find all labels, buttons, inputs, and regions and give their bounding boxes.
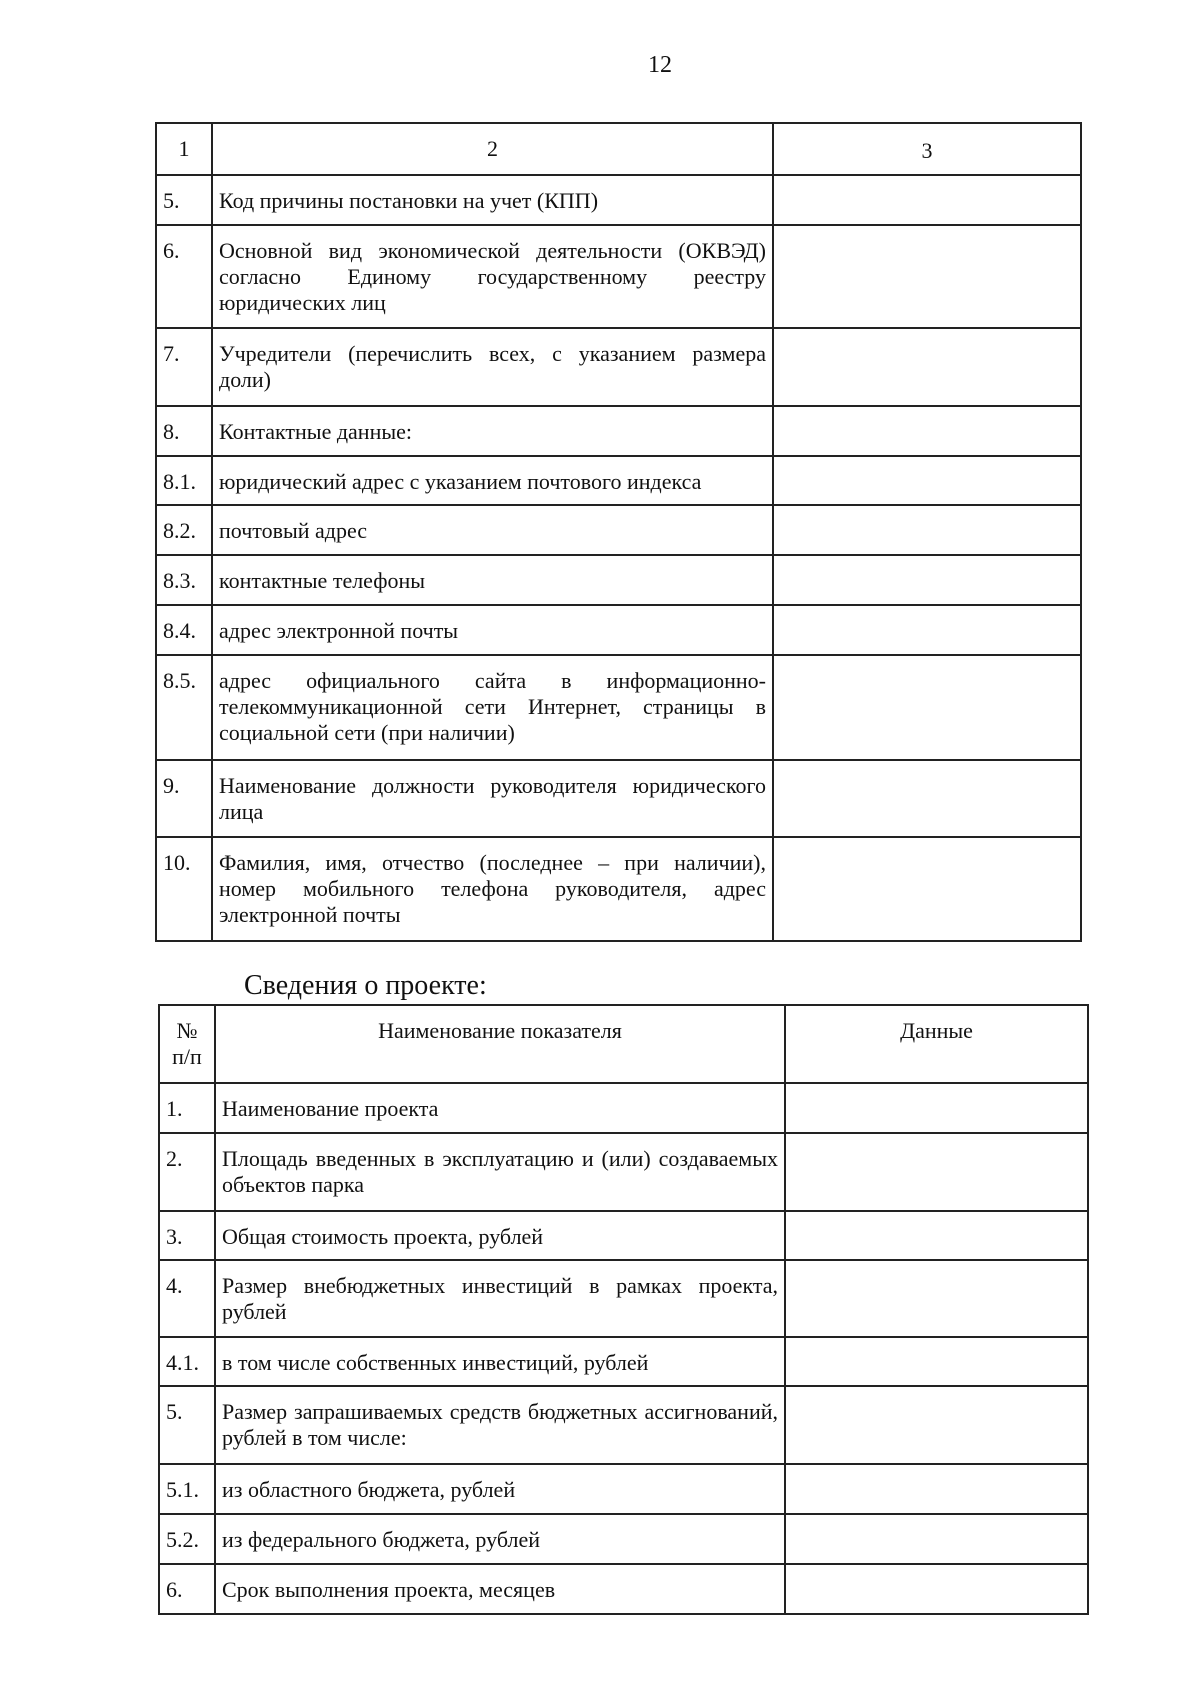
- column-header-name: Наименование показателя: [215, 1005, 785, 1083]
- number-abbr: п/п: [172, 1044, 202, 1069]
- row-number: 5.: [159, 1386, 215, 1464]
- page-number: 12: [648, 52, 672, 78]
- row-label: Размер внебюджетных инвестиций в рамках проекта, рублей: [215, 1260, 785, 1337]
- row-label: Учредители (перечислить всех, с указанием размера доли): [212, 328, 773, 406]
- row-number: 5.: [156, 175, 212, 225]
- column-header-1: 1: [156, 123, 212, 175]
- column-header-3: 3: [773, 123, 1081, 175]
- row-value-cell[interactable]: [785, 1260, 1088, 1337]
- column-header-2: 2: [212, 123, 773, 175]
- row-label: Срок выполнения проекта, месяцев: [215, 1564, 785, 1614]
- row-label: Наименование должности руководителя юридического лица: [212, 760, 773, 837]
- table-row: [159, 1514, 1088, 1564]
- row-number: 8.2.: [156, 505, 212, 555]
- row-label: Фамилия, имя, отчество (последнее – при наличии), номер мобильного телефона руководителя, адрес электронной почты: [212, 837, 773, 941]
- row-number: 8.4.: [156, 605, 212, 655]
- row-number: 6.: [159, 1564, 215, 1614]
- table-row: [159, 1260, 1088, 1337]
- column-header-number: [159, 1005, 215, 1083]
- table-row: [159, 1133, 1088, 1211]
- row-value-cell[interactable]: [773, 555, 1081, 605]
- row-value-cell[interactable]: [773, 225, 1081, 328]
- row-value-cell[interactable]: [785, 1083, 1088, 1133]
- row-value-cell[interactable]: [773, 837, 1081, 941]
- table-row: [159, 1083, 1088, 1133]
- table-header-row: [159, 1005, 1088, 1083]
- row-value-cell[interactable]: [773, 605, 1081, 655]
- row-label: Код причины постановки на учет (КПП): [212, 175, 773, 225]
- row-number: 4.: [159, 1260, 215, 1337]
- row-value-cell[interactable]: [785, 1386, 1088, 1464]
- row-value-cell[interactable]: [785, 1211, 1088, 1260]
- table-row: [156, 328, 1081, 406]
- row-label: Размер запрашиваемых средств бюджетных ассигнований, рублей в том числе:: [215, 1386, 785, 1464]
- table-row: [156, 605, 1081, 655]
- row-number: 1.: [159, 1083, 215, 1133]
- table-row: [156, 225, 1081, 328]
- row-number: 10.: [156, 837, 212, 941]
- table-row: [159, 1564, 1088, 1614]
- table-row: [156, 837, 1081, 941]
- table-row: [156, 505, 1081, 555]
- row-number: 8.1.: [156, 456, 212, 505]
- row-label: Контактные данные:: [212, 406, 773, 456]
- row-value-cell[interactable]: [773, 328, 1081, 406]
- row-number: 8.: [156, 406, 212, 456]
- row-value-cell[interactable]: [773, 505, 1081, 555]
- table-row: [156, 406, 1081, 456]
- row-label: контактные телефоны: [212, 555, 773, 605]
- row-number: 3.: [159, 1211, 215, 1260]
- row-number: 6.: [156, 225, 212, 328]
- row-value-cell[interactable]: [773, 655, 1081, 760]
- row-number: 7.: [156, 328, 212, 406]
- row-label: Общая стоимость проекта, рублей: [215, 1211, 785, 1260]
- section-title: Сведения о проекте:: [244, 970, 487, 1001]
- row-number: 2.: [159, 1133, 215, 1211]
- row-label: адрес официального сайта в информационно-телекоммуникационной сети Интернет, страницы в социальной сети (при наличии): [212, 655, 773, 760]
- row-label: почтовый адрес: [212, 505, 773, 555]
- row-value-cell[interactable]: [785, 1564, 1088, 1614]
- row-value-cell[interactable]: [785, 1514, 1088, 1564]
- row-number: 5.1.: [159, 1464, 215, 1514]
- table-row: [159, 1337, 1088, 1386]
- row-label: в том числе собственных инвестиций, рублей: [215, 1337, 785, 1386]
- row-label: Наименование проекта: [215, 1083, 785, 1133]
- organization-info-table: [155, 122, 1082, 942]
- table-row: [159, 1386, 1088, 1464]
- row-value-cell[interactable]: [785, 1133, 1088, 1211]
- row-value-cell[interactable]: [785, 1337, 1088, 1386]
- row-value-cell[interactable]: [785, 1464, 1088, 1514]
- row-label: из областного бюджета, рублей: [215, 1464, 785, 1514]
- row-label: Основной вид экономической деятельности (ОКВЭД) согласно Единому государственному реестру юридических лиц: [212, 225, 773, 328]
- table-row: [156, 555, 1081, 605]
- row-number: 5.2.: [159, 1514, 215, 1564]
- row-value-cell[interactable]: [773, 456, 1081, 505]
- row-number: 9.: [156, 760, 212, 837]
- table-header-row: [156, 123, 1081, 175]
- row-label: юридический адрес с указанием почтового индекса: [212, 456, 773, 505]
- row-label: из федерального бюджета, рублей: [215, 1514, 785, 1564]
- row-label: Площадь введенных в эксплуатацию и (или) создаваемых объектов парка: [215, 1133, 785, 1211]
- table-row: [156, 175, 1081, 225]
- column-header-data: Данные: [785, 1005, 1088, 1083]
- row-number: 8.5.: [156, 655, 212, 760]
- table-row: [159, 1211, 1088, 1260]
- table-row: [156, 655, 1081, 760]
- row-number: 8.3.: [156, 555, 212, 605]
- row-number: 4.1.: [159, 1337, 215, 1386]
- project-info-table: [158, 1004, 1089, 1615]
- table-row: [159, 1464, 1088, 1514]
- row-value-cell[interactable]: [773, 406, 1081, 456]
- number-sign: №: [176, 1018, 198, 1043]
- table-row: [156, 760, 1081, 837]
- row-label: адрес электронной почты: [212, 605, 773, 655]
- table-row: [156, 456, 1081, 505]
- row-value-cell[interactable]: [773, 175, 1081, 225]
- row-value-cell[interactable]: [773, 760, 1081, 837]
